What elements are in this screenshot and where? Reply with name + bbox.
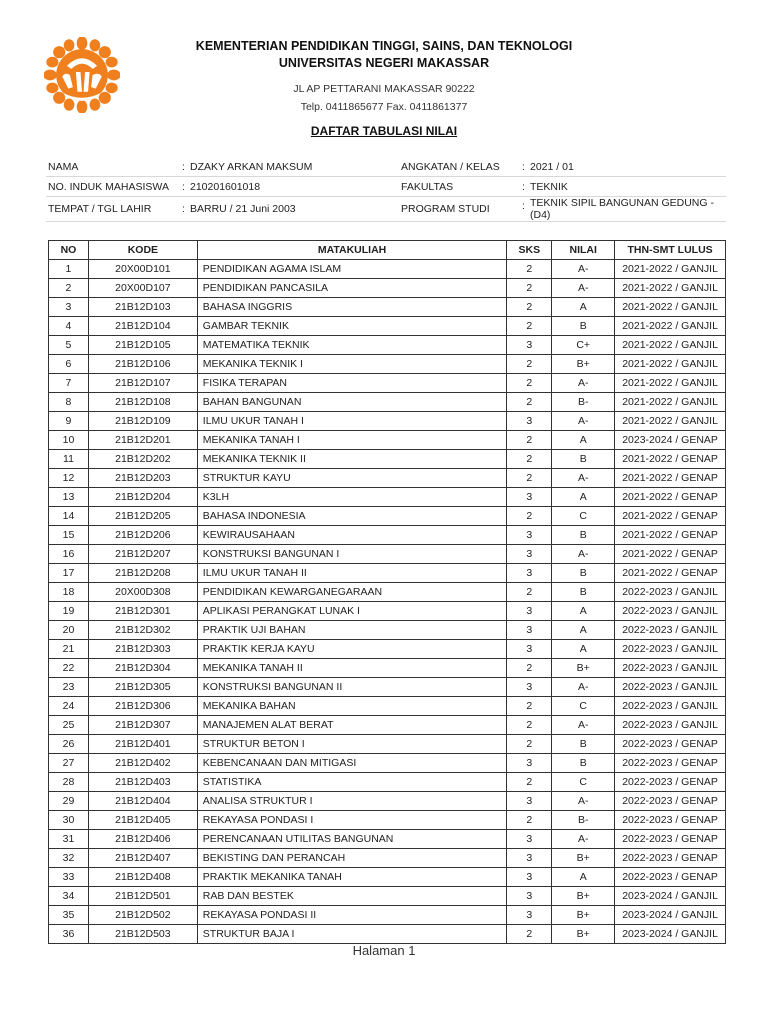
row-nilai: A- xyxy=(552,545,615,564)
row-matakuliah: MEKANIKA TANAH I xyxy=(197,431,507,450)
table-row xyxy=(49,716,726,735)
row-no: 5 xyxy=(49,336,89,355)
row-no: 34 xyxy=(49,887,89,906)
row-kode: 21B12D107 xyxy=(88,374,197,393)
row-no: 3 xyxy=(49,298,89,317)
row-matakuliah: STRUKTUR BAJA I xyxy=(197,925,507,944)
row-kode: 21B12D301 xyxy=(88,602,197,621)
row-matakuliah: MEKANIKA TEKNIK II xyxy=(197,450,507,469)
row-sks: 2 xyxy=(507,735,552,754)
col-header-matakuliah: MATAKULIAH xyxy=(197,241,507,260)
row-thn-smt: 2021-2022 / GANJIL xyxy=(615,317,726,336)
row-nilai: C xyxy=(552,507,615,526)
row-no: 15 xyxy=(49,526,89,545)
row-thn-smt: 2022-2023 / GANJIL xyxy=(615,659,726,678)
unm-logo-icon xyxy=(44,37,120,113)
row-sks: 2 xyxy=(507,393,552,412)
row-nilai: A- xyxy=(552,792,615,811)
row-kode: 21B12D105 xyxy=(88,336,197,355)
row-thn-smt: 2021-2022 / GENAP xyxy=(615,488,726,507)
row-sks: 3 xyxy=(507,678,552,697)
row-nilai: A xyxy=(552,431,615,450)
row-no: 26 xyxy=(49,735,89,754)
row-kode: 20X00D107 xyxy=(88,279,197,298)
row-sks: 3 xyxy=(507,621,552,640)
row-nilai: A xyxy=(552,868,615,887)
row-kode: 21B12D408 xyxy=(88,868,197,887)
row-kode: 21B12D401 xyxy=(88,735,197,754)
row-matakuliah: KEBENCANAAN DAN MITIGASI xyxy=(197,754,507,773)
ttl-value: BARRU / 21 Juni 2003 xyxy=(190,203,296,215)
table-row xyxy=(49,621,726,640)
row-no: 17 xyxy=(49,564,89,583)
row-matakuliah: KEWIRAUSAHAAN xyxy=(197,526,507,545)
col-header-no: NO xyxy=(49,241,89,260)
row-sks: 2 xyxy=(507,355,552,374)
nama-value: DZAKY ARKAN MAKSUM xyxy=(190,160,313,173)
row-thn-smt: 2022-2023 / GENAP xyxy=(615,849,726,868)
row-matakuliah: REKAYASA PONDASI II xyxy=(197,906,507,925)
row-kode: 21B12D302 xyxy=(88,621,197,640)
row-sks: 2 xyxy=(507,450,552,469)
table-row xyxy=(49,469,726,488)
row-no: 2 xyxy=(49,279,89,298)
table-row xyxy=(49,697,726,716)
row-thn-smt: 2022-2023 / GANJIL xyxy=(615,621,726,640)
row-sks: 2 xyxy=(507,697,552,716)
row-kode: 21B12D109 xyxy=(88,412,197,431)
row-no: 6 xyxy=(49,355,89,374)
row-no: 36 xyxy=(49,925,89,944)
row-thn-smt: 2021-2022 / GANJIL xyxy=(615,279,726,298)
row-thn-smt: 2022-2023 / GANJIL xyxy=(615,678,726,697)
row-kode: 21B12D106 xyxy=(88,355,197,374)
row-matakuliah: PENDIDIKAN KEWARGANEGARAAN xyxy=(197,583,507,602)
row-no: 8 xyxy=(49,393,89,412)
row-nilai: A- xyxy=(552,260,615,279)
row-nilai: A- xyxy=(552,716,615,735)
row-kode: 21B12D305 xyxy=(88,678,197,697)
row-nilai: B+ xyxy=(552,925,615,944)
row-thn-smt: 2023-2024 / GANJIL xyxy=(615,887,726,906)
table-row xyxy=(49,887,726,906)
row-thn-smt: 2021-2022 / GANJIL xyxy=(615,412,726,431)
row-nilai: B+ xyxy=(552,659,615,678)
row-matakuliah: MEKANIKA TEKNIK I xyxy=(197,355,507,374)
row-no: 11 xyxy=(49,450,89,469)
col-header-sks: SKS xyxy=(507,241,552,260)
table-row xyxy=(49,545,726,564)
row-matakuliah: PRAKTIK KERJA KAYU xyxy=(197,640,507,659)
ttl-label: TEMPAT / TGL LAHIR xyxy=(48,203,152,215)
nama-value-cell: : DZAKY ARKAN MAKSUM xyxy=(182,160,313,173)
row-no: 19 xyxy=(49,602,89,621)
row-matakuliah: PRAKTIK MEKANIKA TANAH xyxy=(197,868,507,887)
row-matakuliah: BAHAN BANGUNAN xyxy=(197,393,507,412)
table-row xyxy=(49,393,726,412)
table-row xyxy=(49,811,726,830)
row-kode: 21B12D407 xyxy=(88,849,197,868)
table-row xyxy=(49,735,726,754)
row-matakuliah: BAHASA INDONESIA xyxy=(197,507,507,526)
student-info xyxy=(46,157,726,222)
ministry-name: KEMENTERIAN PENDIDIKAN TINGGI, SAINS, DAN TEKNOLOGI xyxy=(195,39,573,53)
row-no: 33 xyxy=(49,868,89,887)
row-nilai: B+ xyxy=(552,887,615,906)
row-sks: 3 xyxy=(507,887,552,906)
table-row xyxy=(49,526,726,545)
row-sks: 3 xyxy=(507,849,552,868)
row-sks: 3 xyxy=(507,526,552,545)
table-row xyxy=(49,583,726,602)
table-row xyxy=(49,773,726,792)
row-thn-smt: 2022-2023 / GENAP xyxy=(615,754,726,773)
row-sks: 2 xyxy=(507,773,552,792)
row-no: 28 xyxy=(49,773,89,792)
row-thn-smt: 2021-2022 / GANJIL xyxy=(615,355,726,374)
row-nilai: B- xyxy=(552,811,615,830)
row-nilai: B+ xyxy=(552,849,615,868)
prodi-value: TEKNIK SIPIL BANGUNAN GEDUNG - (D4) xyxy=(530,197,714,221)
university-name: UNIVERSITAS NEGERI MAKASSAR xyxy=(278,56,490,70)
university-phone: Telp. 0411865677 Fax. 0411861377 xyxy=(300,101,468,113)
row-kode: 21B12D207 xyxy=(88,545,197,564)
row-matakuliah: ANALISA STRUKTUR I xyxy=(197,792,507,811)
row-matakuliah: BAHASA INGGRIS xyxy=(197,298,507,317)
table-row xyxy=(49,507,726,526)
row-sks: 3 xyxy=(507,488,552,507)
row-nilai: A- xyxy=(552,678,615,697)
row-thn-smt: 2023-2024 / GENAP xyxy=(615,431,726,450)
row-no: 12 xyxy=(49,469,89,488)
grades-body xyxy=(49,260,726,944)
row-kode: 21B12D501 xyxy=(88,887,197,906)
row-sks: 2 xyxy=(507,507,552,526)
row-sks: 3 xyxy=(507,906,552,925)
row-matakuliah: PENDIDIKAN PANCASILA xyxy=(197,279,507,298)
grades-table xyxy=(48,240,726,944)
angkatan-label: ANGKATAN / KELAS xyxy=(401,160,500,173)
table-row xyxy=(49,602,726,621)
row-thn-smt: 2021-2022 / GANJIL xyxy=(615,374,726,393)
row-nilai: C xyxy=(552,773,615,792)
row-kode: 21B12D307 xyxy=(88,716,197,735)
row-nilai: A xyxy=(552,640,615,659)
row-no: 27 xyxy=(49,754,89,773)
row-nilai: B xyxy=(552,564,615,583)
angkatan-value-cell: : 2021 / 01 xyxy=(522,160,574,173)
row-sks: 3 xyxy=(507,545,552,564)
row-nilai: B+ xyxy=(552,355,615,374)
table-row xyxy=(49,317,726,336)
row-no: 25 xyxy=(49,716,89,735)
row-matakuliah: MEKANIKA BAHAN xyxy=(197,697,507,716)
fakultas-value-cell: : TEKNIK xyxy=(522,180,568,193)
row-kode: 21B12D108 xyxy=(88,393,197,412)
row-thn-smt: 2023-2024 / GANJIL xyxy=(615,906,726,925)
row-sks: 3 xyxy=(507,792,552,811)
row-matakuliah: FISIKA TERAPAN xyxy=(197,374,507,393)
row-sks: 2 xyxy=(507,279,552,298)
row-kode: 21B12D405 xyxy=(88,811,197,830)
row-no: 9 xyxy=(49,412,89,431)
fakultas-label: FAKULTAS xyxy=(401,180,454,193)
row-kode: 21B12D205 xyxy=(88,507,197,526)
row-matakuliah: KONSTRUKSI BANGUNAN I xyxy=(197,545,507,564)
table-row xyxy=(49,488,726,507)
row-matakuliah: PRAKTIK UJI BAHAN xyxy=(197,621,507,640)
row-kode: 21B12D201 xyxy=(88,431,197,450)
row-kode: 21B12D306 xyxy=(88,697,197,716)
row-kode: 21B12D104 xyxy=(88,317,197,336)
row-sks: 2 xyxy=(507,260,552,279)
row-kode: 20X00D308 xyxy=(88,583,197,602)
row-no: 31 xyxy=(49,830,89,849)
row-thn-smt: 2022-2023 / GANJIL xyxy=(615,697,726,716)
row-no: 32 xyxy=(49,849,89,868)
row-kode: 21B12D206 xyxy=(88,526,197,545)
row-kode: 21B12D208 xyxy=(88,564,197,583)
row-kode: 21B12D303 xyxy=(88,640,197,659)
row-nilai: A xyxy=(552,602,615,621)
row-matakuliah: STATISTIKA xyxy=(197,773,507,792)
document-title: DAFTAR TABULASI NILAI xyxy=(310,124,458,138)
table-row xyxy=(49,678,726,697)
table-row xyxy=(49,754,726,773)
row-matakuliah: KONSTRUKSI BANGUNAN II xyxy=(197,678,507,697)
row-nilai: A xyxy=(552,488,615,507)
row-matakuliah: MATEMATIKA TEKNIK xyxy=(197,336,507,355)
fakultas-value: TEKNIK xyxy=(530,180,568,193)
row-kode: 21B12D204 xyxy=(88,488,197,507)
row-thn-smt: 2021-2022 / GENAP xyxy=(615,526,726,545)
table-row xyxy=(49,336,726,355)
row-sks: 3 xyxy=(507,564,552,583)
row-matakuliah: ILMU UKUR TANAH II xyxy=(197,564,507,583)
university-address: JL AP PETTARANI MAKASSAR 90222 xyxy=(293,83,475,95)
row-matakuliah: RAB DAN BESTEK xyxy=(197,887,507,906)
row-thn-smt: 2022-2023 / GENAP xyxy=(615,792,726,811)
page-number: Halaman 1 xyxy=(352,943,416,958)
row-thn-smt: 2022-2023 / GENAP xyxy=(615,811,726,830)
row-nilai: A- xyxy=(552,374,615,393)
row-sks: 2 xyxy=(507,716,552,735)
table-row xyxy=(49,279,726,298)
row-matakuliah: ILMU UKUR TANAH I xyxy=(197,412,507,431)
table-row xyxy=(49,374,726,393)
row-matakuliah: PERENCANAAN UTILITAS BANGUNAN xyxy=(197,830,507,849)
row-sks: 3 xyxy=(507,830,552,849)
table-row xyxy=(49,431,726,450)
table-row xyxy=(49,792,726,811)
row-nilai: A- xyxy=(552,412,615,431)
row-no: 23 xyxy=(49,678,89,697)
row-no: 21 xyxy=(49,640,89,659)
row-matakuliah: PENDIDIKAN AGAMA ISLAM xyxy=(197,260,507,279)
table-row xyxy=(49,640,726,659)
table-row xyxy=(49,355,726,374)
table-row xyxy=(49,564,726,583)
row-sks: 2 xyxy=(507,317,552,336)
row-sks: 2 xyxy=(507,925,552,944)
table-row xyxy=(49,260,726,279)
table-row xyxy=(49,412,726,431)
row-nilai: B xyxy=(552,583,615,602)
ttl-value-cell: : BARRU / 21 Juni 2003 xyxy=(182,203,296,215)
row-no: 20 xyxy=(49,621,89,640)
row-nilai: B- xyxy=(552,393,615,412)
row-thn-smt: 2021-2022 / GANJIL xyxy=(615,298,726,317)
row-no: 18 xyxy=(49,583,89,602)
row-nilai: C+ xyxy=(552,336,615,355)
row-kode: 21B12D502 xyxy=(88,906,197,925)
row-no: 14 xyxy=(49,507,89,526)
row-matakuliah: STRUKTUR BETON I xyxy=(197,735,507,754)
row-nilai: B xyxy=(552,735,615,754)
table-row xyxy=(49,450,726,469)
row-no: 10 xyxy=(49,431,89,450)
row-nilai: B+ xyxy=(552,906,615,925)
row-kode: 21B12D202 xyxy=(88,450,197,469)
angkatan-value: 2021 / 01 xyxy=(530,160,574,173)
nim-label: NO. INDUK MAHASISWA xyxy=(48,180,169,193)
row-thn-smt: 2022-2023 / GENAP xyxy=(615,735,726,754)
row-kode: 21B12D404 xyxy=(88,792,197,811)
row-kode: 21B12D403 xyxy=(88,773,197,792)
row-nilai: B xyxy=(552,526,615,545)
row-kode: 21B12D406 xyxy=(88,830,197,849)
row-thn-smt: 2023-2024 / GANJIL xyxy=(615,925,726,944)
row-sks: 2 xyxy=(507,583,552,602)
row-kode: 21B12D304 xyxy=(88,659,197,678)
col-header-nilai: NILAI xyxy=(552,241,615,260)
row-sks: 2 xyxy=(507,469,552,488)
row-thn-smt: 2021-2022 / GENAP xyxy=(615,450,726,469)
row-thn-smt: 2021-2022 / GANJIL xyxy=(615,393,726,412)
row-thn-smt: 2021-2022 / GANJIL xyxy=(615,260,726,279)
row-sks: 3 xyxy=(507,754,552,773)
row-no: 30 xyxy=(49,811,89,830)
row-no: 13 xyxy=(49,488,89,507)
row-sks: 2 xyxy=(507,374,552,393)
row-sks: 2 xyxy=(507,431,552,450)
row-matakuliah: APLIKASI PERANGKAT LUNAK I xyxy=(197,602,507,621)
row-nilai: B xyxy=(552,317,615,336)
row-thn-smt: 2021-2022 / GENAP xyxy=(615,564,726,583)
row-thn-smt: 2022-2023 / GANJIL xyxy=(615,583,726,602)
nama-label: NAMA xyxy=(48,160,79,173)
grades-header-row xyxy=(49,241,726,260)
row-thn-smt: 2022-2023 / GENAP xyxy=(615,868,726,887)
table-row xyxy=(49,925,726,944)
row-matakuliah: MANAJEMEN ALAT BERAT xyxy=(197,716,507,735)
nim-value-cell: : 210201601018 xyxy=(182,180,261,193)
row-thn-smt: 2021-2022 / GENAP xyxy=(615,507,726,526)
row-sks: 3 xyxy=(507,412,552,431)
row-sks: 3 xyxy=(507,868,552,887)
row-sks: 3 xyxy=(507,336,552,355)
prodi-value-cell: : TEKNIK SIPIL BANGUNAN GEDUNG - (D4) xyxy=(520,197,726,222)
table-row xyxy=(49,659,726,678)
row-thn-smt: 2022-2023 / GANJIL xyxy=(615,602,726,621)
row-nilai: A- xyxy=(552,830,615,849)
row-kode: 21B12D503 xyxy=(88,925,197,944)
row-matakuliah: BEKISTING DAN PERANCAH xyxy=(197,849,507,868)
row-matakuliah: REKAYASA PONDASI I xyxy=(197,811,507,830)
row-nilai: C xyxy=(552,697,615,716)
table-row xyxy=(49,868,726,887)
row-matakuliah: GAMBAR TEKNIK xyxy=(197,317,507,336)
prodi-label: PROGRAM STUDI xyxy=(401,203,490,215)
row-thn-smt: 2022-2023 / GENAP xyxy=(615,830,726,849)
table-row xyxy=(49,830,726,849)
row-sks: 2 xyxy=(507,659,552,678)
row-nilai: B xyxy=(552,450,615,469)
row-kode: 21B12D203 xyxy=(88,469,197,488)
row-kode: 20X00D101 xyxy=(88,260,197,279)
col-header-thn-smt: THN-SMT LULUS xyxy=(615,241,726,260)
row-sks: 3 xyxy=(507,602,552,621)
row-sks: 2 xyxy=(507,298,552,317)
row-no: 7 xyxy=(49,374,89,393)
row-nilai: A xyxy=(552,298,615,317)
col-header-kode: KODE xyxy=(88,241,197,260)
letterhead xyxy=(140,38,628,114)
row-no: 22 xyxy=(49,659,89,678)
row-nilai: A xyxy=(552,621,615,640)
row-no: 35 xyxy=(49,906,89,925)
nim-value: 210201601018 xyxy=(190,180,261,193)
row-thn-smt: 2021-2022 / GANJIL xyxy=(615,336,726,355)
row-no: 29 xyxy=(49,792,89,811)
row-nilai: A- xyxy=(552,279,615,298)
table-row xyxy=(49,849,726,868)
table-row xyxy=(49,298,726,317)
row-sks: 3 xyxy=(507,640,552,659)
row-matakuliah: STRUKTUR KAYU xyxy=(197,469,507,488)
table-row xyxy=(49,906,726,925)
row-kode: 21B12D103 xyxy=(88,298,197,317)
row-nilai: A- xyxy=(552,469,615,488)
row-thn-smt: 2022-2023 / GANJIL xyxy=(615,716,726,735)
row-matakuliah: MEKANIKA TANAH II xyxy=(197,659,507,678)
row-thn-smt: 2022-2023 / GENAP xyxy=(615,773,726,792)
row-no: 4 xyxy=(49,317,89,336)
row-sks: 2 xyxy=(507,811,552,830)
row-no: 1 xyxy=(49,260,89,279)
row-nilai: B xyxy=(552,754,615,773)
row-thn-smt: 2022-2023 / GANJIL xyxy=(615,640,726,659)
row-thn-smt: 2021-2022 / GENAP xyxy=(615,469,726,488)
row-no: 24 xyxy=(49,697,89,716)
row-no: 16 xyxy=(49,545,89,564)
row-kode: 21B12D402 xyxy=(88,754,197,773)
row-matakuliah: K3LH xyxy=(197,488,507,507)
row-thn-smt: 2021-2022 / GENAP xyxy=(615,545,726,564)
